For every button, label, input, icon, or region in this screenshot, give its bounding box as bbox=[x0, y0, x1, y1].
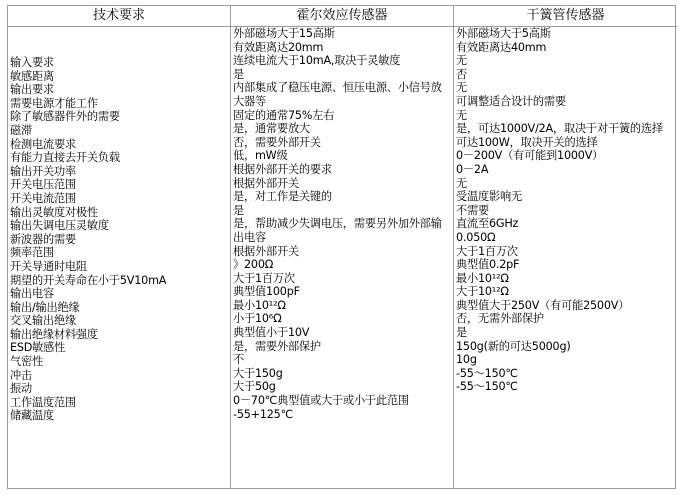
requirement-item: 输出失调电压灵敏度 bbox=[10, 219, 109, 233]
hall-value: 有效距离达20mm bbox=[233, 40, 324, 54]
reed-value: 大于1百万次 bbox=[456, 244, 518, 258]
reed-value: 150g(新的可达5000g) bbox=[456, 339, 571, 353]
hall-value: 根据外部开关 bbox=[233, 176, 299, 190]
reed-value: 无 bbox=[456, 108, 467, 122]
requirement-item: 冲击 bbox=[10, 368, 32, 382]
requirement-item: 振动 bbox=[10, 382, 32, 396]
reed-value: 是，可达1000V/2A，取决于对干簧的选择 bbox=[456, 122, 663, 136]
header-hall-sensor: 霍尔效应传感器 bbox=[231, 6, 453, 27]
reed-value: 典型值0.2pF bbox=[456, 258, 520, 272]
reed-value: 无 bbox=[456, 54, 467, 68]
requirement-item: 需要电源才能工作 bbox=[10, 96, 98, 110]
reed-value: 外部磁场大于5高斯 bbox=[456, 27, 551, 40]
reed-value: 不需要 bbox=[456, 203, 489, 217]
requirement-item: 输出电容 bbox=[10, 287, 54, 301]
requirement-item: 敏感距离 bbox=[10, 69, 54, 83]
column-requirements bbox=[8, 6, 231, 488]
hall-value: 连续电流大于10mA,取决于灵敏度 bbox=[233, 54, 401, 68]
requirement-item: 期望的开关寿命在小于5V10mA bbox=[10, 273, 167, 287]
hall-value: 是，帮助减少失调电压，需要另外加外部输出电容 bbox=[233, 217, 442, 244]
requirement-item: ESD敏感性 bbox=[10, 341, 66, 355]
requirement-item: 新波器的需要 bbox=[10, 232, 76, 246]
hall-value: 是 bbox=[233, 67, 244, 81]
hall-value: -55+125℃ bbox=[233, 407, 293, 421]
hall-value: 低，mW级 bbox=[233, 149, 288, 163]
reed-value: -55～150℃ bbox=[456, 380, 518, 394]
hall-value: 外部磁场大于15高斯 bbox=[233, 27, 335, 40]
reed-value: -55～150℃ bbox=[456, 366, 518, 380]
reed-cell bbox=[454, 27, 677, 488]
requirements-cell bbox=[8, 56, 230, 488]
hall-value: 大于150g bbox=[233, 366, 283, 380]
requirement-item: 工作温度范围 bbox=[10, 395, 76, 409]
comparison-table bbox=[7, 5, 676, 489]
requirement-item: 检测电流要求 bbox=[10, 137, 76, 151]
requirement-item: 开关电压范围 bbox=[10, 178, 76, 192]
reed-value: 可达100W，取决开关的选择 bbox=[456, 135, 598, 149]
header-requirements: 技术要求 bbox=[8, 6, 230, 27]
hall-value: 根据外部开关 bbox=[233, 244, 299, 258]
hall-value: 典型值小于10V bbox=[233, 326, 310, 340]
reed-value: 否，无需外部保护 bbox=[456, 312, 544, 326]
requirement-item: 开关导通时电阻 bbox=[10, 259, 87, 273]
reed-value: 是 bbox=[456, 326, 467, 340]
hall-value: 根据外部开关的要求 bbox=[233, 162, 332, 176]
hall-value: 》200Ω bbox=[233, 258, 274, 272]
header-reed-sensor: 干簧管传感器 bbox=[454, 6, 677, 27]
requirement-item: 交叉输出绝缘 bbox=[10, 314, 76, 328]
reed-value: 受温度影响无 bbox=[456, 190, 522, 204]
hall-value: 是，通常要放大 bbox=[233, 122, 310, 136]
reed-value: 无 bbox=[456, 81, 467, 95]
reed-value: 0.050Ω bbox=[456, 230, 496, 244]
requirement-item: 有能力直接去开关负载 bbox=[10, 151, 120, 165]
requirement-item: 输出/输出绝缘 bbox=[10, 300, 80, 314]
reed-value: 大于10¹²Ω bbox=[456, 285, 509, 299]
requirement-item: 开关电流范围 bbox=[10, 191, 76, 205]
hall-value: 固定的通常75%左右 bbox=[233, 108, 335, 122]
column-reed-sensor bbox=[454, 6, 677, 488]
column-hall-sensor bbox=[231, 6, 454, 488]
hall-value: 不 bbox=[233, 353, 244, 367]
hall-value: 最小10¹²Ω bbox=[233, 298, 286, 312]
requirement-item: 磁滞 bbox=[10, 123, 32, 137]
hall-value: 大于1百万次 bbox=[233, 271, 295, 285]
reed-value: 10g bbox=[456, 353, 477, 367]
requirement-item: 储藏温度 bbox=[10, 409, 54, 423]
requirement-item: 输出绝缘材料强度 bbox=[10, 327, 98, 341]
requirement-item: 频率范围 bbox=[10, 246, 54, 260]
requirement-item: 输出灵敏度对极性 bbox=[10, 205, 98, 219]
reed-value: 可调整适合设计的需要 bbox=[456, 94, 566, 108]
hall-value: 否，需要外部开关 bbox=[233, 135, 321, 149]
hall-cell bbox=[231, 27, 453, 488]
requirement-item: 输出要求 bbox=[10, 83, 54, 97]
hall-value: 大于50g bbox=[233, 380, 276, 394]
hall-value: 是，需要外部保护 bbox=[233, 339, 321, 353]
requirement-item: 输出开关功率 bbox=[10, 164, 76, 178]
requirement-item: 气密性 bbox=[10, 355, 43, 369]
hall-value: 小于10⁶Ω bbox=[233, 312, 282, 326]
requirement-item: 输入要求 bbox=[10, 56, 54, 69]
reed-value: 0－2A bbox=[456, 162, 489, 176]
hall-value: 是，对工作是关键的 bbox=[233, 190, 332, 204]
hall-value: 内部集成了稳压电源、恒压电源、小信号放大器等 bbox=[233, 81, 442, 108]
reed-value: 最小10¹²Ω bbox=[456, 271, 509, 285]
hall-value: 典型值100pF bbox=[233, 285, 300, 299]
reed-value: 无 bbox=[456, 176, 467, 190]
reed-value: 0－200V（有可能到1000V） bbox=[456, 149, 604, 163]
reed-value: 否 bbox=[456, 67, 467, 81]
hall-value: 是 bbox=[233, 203, 244, 217]
hall-value: 0－70℃典型值或大于或小于此范围 bbox=[233, 394, 409, 408]
reed-value: 有效距离达40mm bbox=[456, 40, 547, 54]
reed-value: 直流至6GHz bbox=[456, 217, 519, 231]
reed-value: 典型值大于250V（有可能2500V） bbox=[456, 298, 630, 312]
requirement-item: 除了敏感器件外的需要 bbox=[10, 110, 120, 124]
